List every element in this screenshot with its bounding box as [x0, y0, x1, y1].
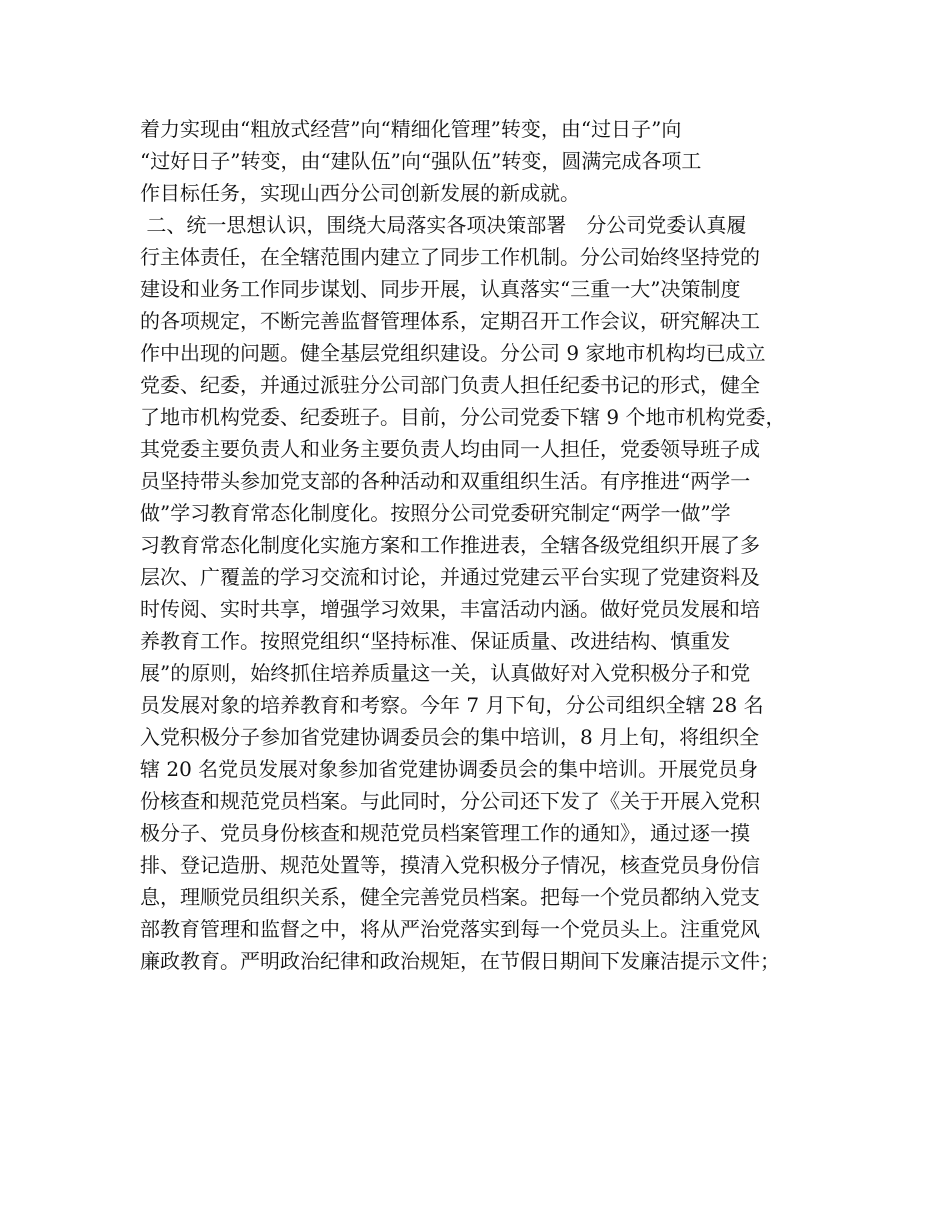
text-line: 极分子、党员身份核查和规范党员档案管理工作的通知》，通过逐一摸 [140, 821, 750, 845]
text-line: 员坚持带头参加党支部的各种活动和双重组织生活。有序推进“两学一 [140, 469, 751, 493]
text-line: 廉政教育。严明政治纪律和政治规矩，在节假日期间下发廉洁提示文件； [140, 949, 780, 973]
text-line: 作中出现的问题。健全基层党组织建设。分公司 9 家地市机构均已成立 [140, 341, 766, 365]
text-line: 做”学习教育常态化制度化。按照分公司党委研究制定“两学一做”学 [140, 501, 731, 525]
body-text [140, 113, 830, 977]
text-line: 建设和业务工作同步谋划、同步开展，认真落实“三重一大”决策制度 [140, 277, 741, 301]
text-line: 习教育常态化制度化实施方案和工作推进表，全辖各级党组织开展了多 [140, 533, 760, 557]
text-line: 了地市机构党委、纪委班子。目前，分公司党委下辖 9 个地市机构党委， [140, 405, 786, 429]
text-line: 排、登记造册、规范处置等，摸清入党积极分子情况，核查党员身份信 [140, 853, 760, 877]
text-line: 层次、广覆盖的学习交流和讨论，并通过党建云平台实现了党建资料及 [140, 565, 760, 589]
text-line: 时传阅、实时共享，增强学习效果，丰富活动内涵。做好党员发展和培 [140, 597, 760, 621]
text-line: 员发展对象的培养教育和考察。今年 7 月下旬，分公司组织全辖 28 名 [140, 693, 764, 717]
text-line: 部教育管理和监督之中，将从严治党落实到每一个党员头上。注重党风 [140, 917, 760, 941]
text-line: 行主体责任，在全辖范围内建立了同步工作机制。分公司始终坚持党的 [140, 245, 760, 269]
text-line: 党委、纪委，并通过派驻分公司部门负责人担任纪委书记的形式，健全 [140, 373, 760, 397]
text-line: 份核查和规范党员档案。与此同时，分公司还下发了《关于开展入党积 [140, 789, 760, 813]
text-line: “过好日子”转变，由“建队伍”向“强队伍”转变，圆满完成各项工 [140, 149, 702, 173]
text-line: 展”的原则，始终抓住培养质量这一关，认真做好对入党积极分子和党 [140, 661, 751, 685]
text-line: 息，理顺党员组织关系，健全完善党员档案。把每一个党员都纳入党支 [140, 885, 760, 909]
text-line: 的各项规定，不断完善监督管理体系，定期召开工作会议，研究解决工 [140, 309, 760, 333]
text-line: 作目标任务，实现山西分公司创新发展的新成就。 [140, 181, 580, 205]
text-line: 入党积极分子参加省党建协调委员会的集中培训，8 月上旬，将组织全 [140, 725, 760, 749]
section-heading-line: 二、统一思想认识，围绕大局落实各项决策部署 分公司党委认真履 [140, 213, 747, 237]
text-line: 其党委主要负责人和业务主要负责人均由同一人担任，党委领导班子成 [140, 437, 760, 461]
text-line: 辖 20 名党员发展对象参加省党建协调委员会的集中培训。开展党员身 [140, 757, 759, 781]
text-line: 养教育工作。按照党组织“坚持标准、保证质量、改进结构、慎重发 [140, 629, 731, 653]
text-line: 着力实现由“粗放式经营”向“精细化管理”转变，由“过日子”向 [140, 117, 682, 141]
